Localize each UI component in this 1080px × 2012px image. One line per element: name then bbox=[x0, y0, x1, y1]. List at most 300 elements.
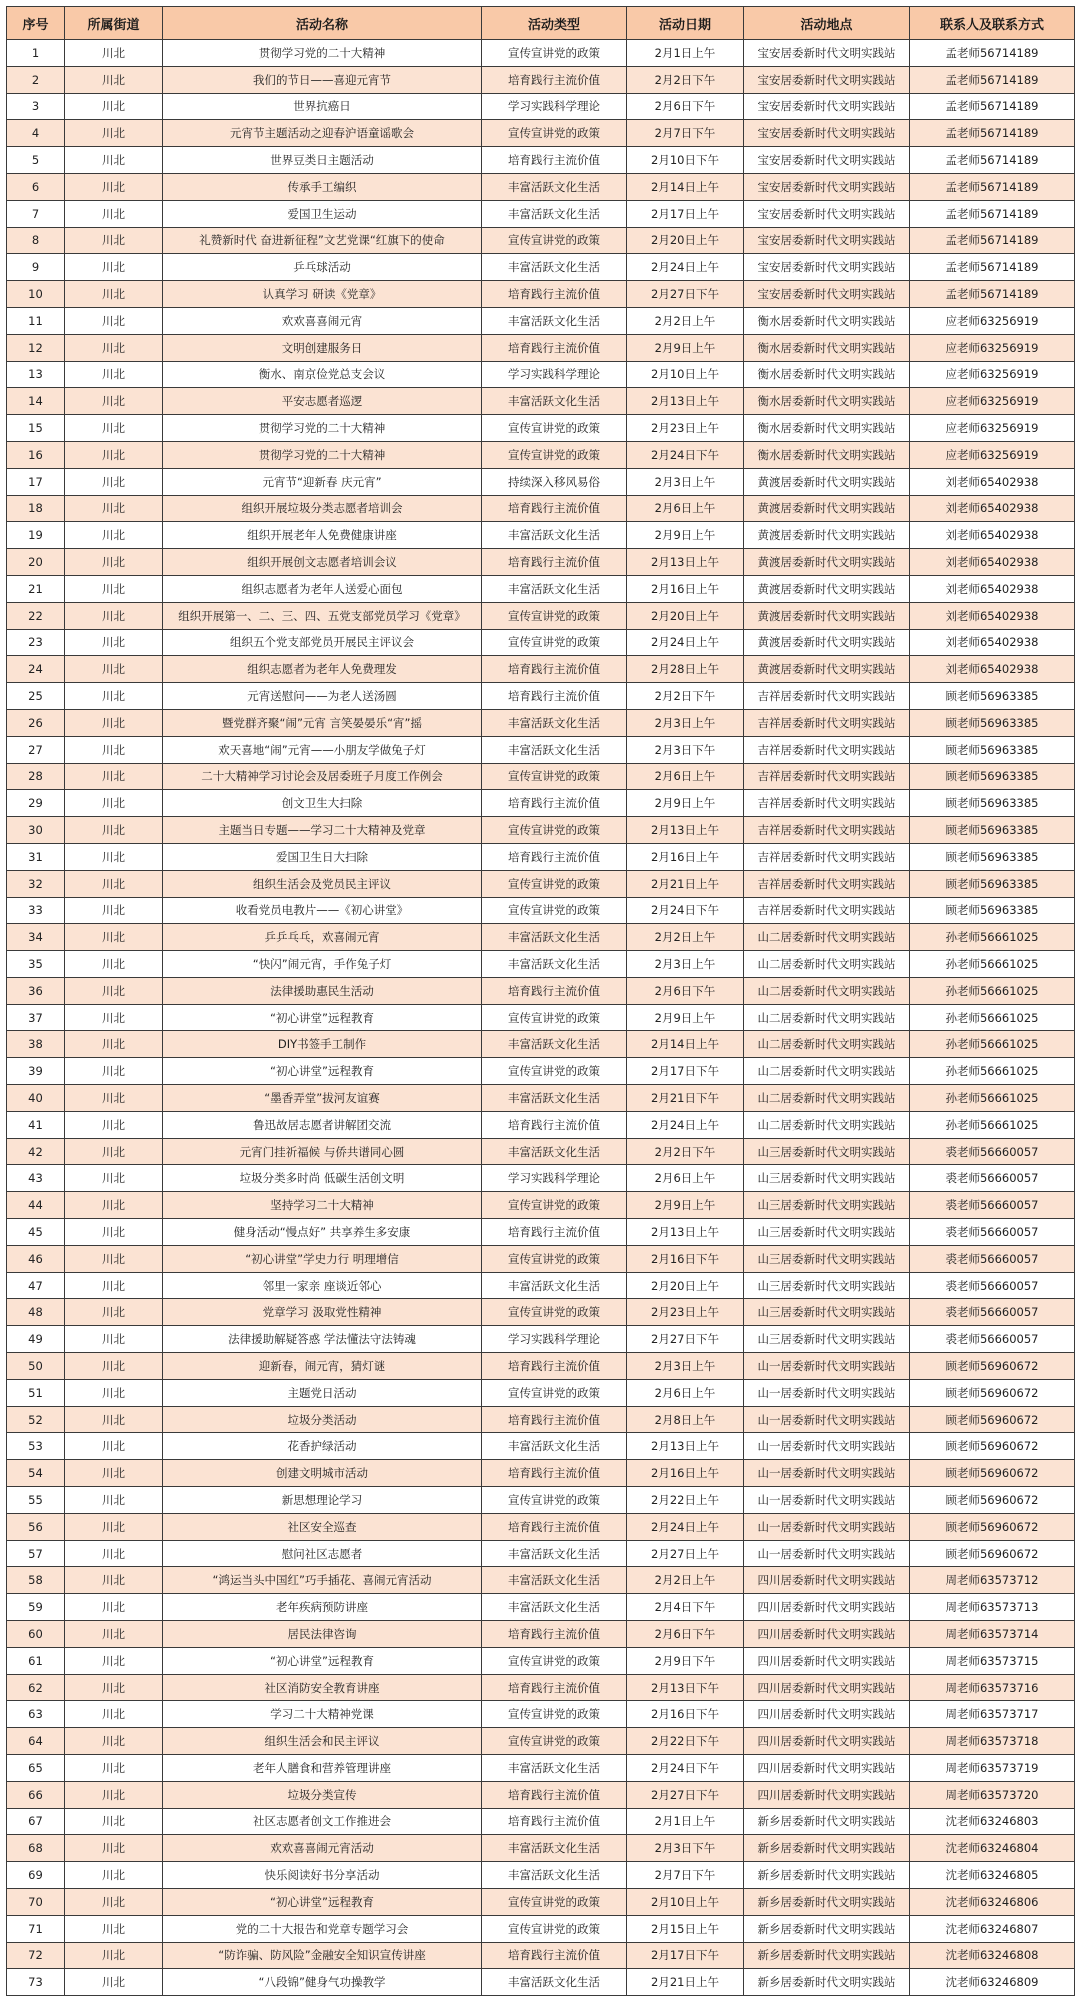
cell-activity-type: 培育践行主流价值 bbox=[482, 656, 627, 683]
cell-activity-location: 山一居委新时代文明实践站 bbox=[744, 1353, 910, 1380]
header-serial-number: 序号 bbox=[7, 7, 65, 40]
cell-contact: 孟老师56714189 bbox=[910, 254, 1075, 281]
cell-serial-number: 18 bbox=[7, 495, 65, 522]
cell-activity-type: 宣传宣讲党的政策 bbox=[482, 1004, 627, 1031]
table-row bbox=[7, 870, 1075, 897]
table-row bbox=[7, 415, 1075, 442]
cell-activity-type: 持续深入移风易俗 bbox=[482, 468, 627, 495]
table-row bbox=[7, 817, 1075, 844]
cell-activity-date: 2月24日上午 bbox=[627, 254, 744, 281]
cell-activity-type: 丰富活跃文化生活 bbox=[482, 1755, 627, 1782]
cell-contact: 刘老师65402938 bbox=[910, 522, 1075, 549]
cell-activity-location: 四川居委新时代文明实践站 bbox=[744, 1674, 910, 1701]
cell-activity-name: 社区志愿者创文工作推进会 bbox=[163, 1808, 482, 1835]
cell-activity-location: 山一居委新时代文明实践站 bbox=[744, 1433, 910, 1460]
cell-street: 川北 bbox=[65, 1594, 163, 1621]
cell-activity-date: 2月13日上午 bbox=[627, 388, 744, 415]
cell-activity-date: 2月6日上午 bbox=[627, 495, 744, 522]
cell-activity-date: 2月17日下午 bbox=[627, 1058, 744, 1085]
cell-activity-type: 宣传宣讲党的政策 bbox=[482, 120, 627, 147]
cell-serial-number: 51 bbox=[7, 1379, 65, 1406]
cell-activity-location: 山三居委新时代文明实践站 bbox=[744, 1165, 910, 1192]
cell-serial-number: 46 bbox=[7, 1245, 65, 1272]
cell-serial-number: 40 bbox=[7, 1085, 65, 1112]
cell-activity-date: 2月14日上午 bbox=[627, 173, 744, 200]
cell-activity-date: 2月20日上午 bbox=[627, 1272, 744, 1299]
cell-activity-name: 欢欢喜喜闹元宵 bbox=[163, 307, 482, 334]
cell-activity-date: 2月23日上午 bbox=[627, 1299, 744, 1326]
cell-street: 川北 bbox=[65, 1808, 163, 1835]
cell-activity-name: 组织开展创文志愿者培训会议 bbox=[163, 549, 482, 576]
cell-activity-name: 收看党员电教片——《初心讲堂》 bbox=[163, 897, 482, 924]
cell-contact: 周老师63573713 bbox=[910, 1594, 1075, 1621]
cell-activity-date: 2月13日下午 bbox=[627, 1674, 744, 1701]
cell-activity-location: 宝安居委新时代文明实践站 bbox=[744, 173, 910, 200]
cell-activity-type: 宣传宣讲党的政策 bbox=[482, 1728, 627, 1755]
cell-serial-number: 20 bbox=[7, 549, 65, 576]
cell-activity-type: 丰富活跃文化生活 bbox=[482, 924, 627, 951]
cell-activity-location: 宝安居委新时代文明实践站 bbox=[744, 93, 910, 120]
table-row bbox=[7, 951, 1075, 978]
cell-activity-location: 吉祥居委新时代文明实践站 bbox=[744, 843, 910, 870]
cell-activity-name: 党的二十大报告和党章专题学习会 bbox=[163, 1915, 482, 1942]
cell-activity-date: 2月13日上午 bbox=[627, 549, 744, 576]
cell-street: 川北 bbox=[65, 575, 163, 602]
cell-activity-location: 四川居委新时代文明实践站 bbox=[744, 1567, 910, 1594]
cell-activity-type: 培育践行主流价值 bbox=[482, 1808, 627, 1835]
table-row bbox=[7, 1138, 1075, 1165]
cell-activity-name: 快乐阅读好书分享活动 bbox=[163, 1862, 482, 1889]
cell-activity-location: 山二居委新时代文明实践站 bbox=[744, 951, 910, 978]
cell-serial-number: 13 bbox=[7, 361, 65, 388]
cell-activity-date: 2月20日上午 bbox=[627, 227, 744, 254]
cell-activity-type: 丰富活跃文化生活 bbox=[482, 522, 627, 549]
cell-contact: 周老师63573720 bbox=[910, 1781, 1075, 1808]
cell-activity-name: 慰问社区志愿者 bbox=[163, 1540, 482, 1567]
cell-street: 川北 bbox=[65, 629, 163, 656]
cell-activity-type: 培育践行主流价值 bbox=[482, 66, 627, 93]
cell-contact: 刘老师65402938 bbox=[910, 656, 1075, 683]
cell-serial-number: 10 bbox=[7, 281, 65, 308]
table-row bbox=[7, 1701, 1075, 1728]
cell-activity-date: 2月3日上午 bbox=[627, 709, 744, 736]
cell-street: 川北 bbox=[65, 1835, 163, 1862]
cell-activity-location: 衡水居委新时代文明实践站 bbox=[744, 415, 910, 442]
cell-activity-location: 衡水居委新时代文明实践站 bbox=[744, 361, 910, 388]
cell-activity-type: 学习实践科学理论 bbox=[482, 1326, 627, 1353]
cell-street: 川北 bbox=[65, 977, 163, 1004]
cell-activity-name: 欢欢喜喜闹元宵活动 bbox=[163, 1835, 482, 1862]
cell-serial-number: 2 bbox=[7, 66, 65, 93]
table-row bbox=[7, 388, 1075, 415]
cell-activity-name: 文明创建服务日 bbox=[163, 334, 482, 361]
cell-serial-number: 9 bbox=[7, 254, 65, 281]
table-row bbox=[7, 736, 1075, 763]
table-row bbox=[7, 1915, 1075, 1942]
header-activity-name: 活动名称 bbox=[163, 7, 482, 40]
cell-contact: 周老师63573719 bbox=[910, 1755, 1075, 1782]
cell-activity-name: 乒乒乓乓，欢喜闹元宵 bbox=[163, 924, 482, 951]
cell-serial-number: 17 bbox=[7, 468, 65, 495]
cell-activity-location: 宝安居委新时代文明实践站 bbox=[744, 40, 910, 67]
cell-serial-number: 7 bbox=[7, 200, 65, 227]
cell-serial-number: 65 bbox=[7, 1755, 65, 1782]
cell-activity-name: “墨香弄堂”拔河友谊赛 bbox=[163, 1085, 482, 1112]
cell-serial-number: 53 bbox=[7, 1433, 65, 1460]
table-row bbox=[7, 1272, 1075, 1299]
cell-serial-number: 45 bbox=[7, 1219, 65, 1246]
table-row bbox=[7, 1594, 1075, 1621]
cell-activity-location: 黄渡居委新时代文明实践站 bbox=[744, 468, 910, 495]
cell-activity-type: 丰富活跃文化生活 bbox=[482, 254, 627, 281]
cell-serial-number: 30 bbox=[7, 817, 65, 844]
table-row bbox=[7, 1728, 1075, 1755]
cell-street: 川北 bbox=[65, 1433, 163, 1460]
cell-street: 川北 bbox=[65, 1647, 163, 1674]
cell-street: 川北 bbox=[65, 736, 163, 763]
table-row bbox=[7, 120, 1075, 147]
cell-serial-number: 42 bbox=[7, 1138, 65, 1165]
cell-serial-number: 62 bbox=[7, 1674, 65, 1701]
cell-serial-number: 72 bbox=[7, 1942, 65, 1969]
cell-contact: 裘老师56660057 bbox=[910, 1326, 1075, 1353]
cell-activity-name: 邻里一家亲 座谈近邻心 bbox=[163, 1272, 482, 1299]
cell-activity-date: 2月7日下午 bbox=[627, 120, 744, 147]
cell-activity-type: 培育践行主流价值 bbox=[482, 1513, 627, 1540]
cell-activity-type: 丰富活跃文化生活 bbox=[482, 1567, 627, 1594]
cell-activity-location: 山二居委新时代文明实践站 bbox=[744, 924, 910, 951]
cell-activity-type: 宣传宣讲党的政策 bbox=[482, 870, 627, 897]
cell-activity-location: 吉祥居委新时代文明实践站 bbox=[744, 683, 910, 710]
cell-activity-type: 宣传宣讲党的政策 bbox=[482, 441, 627, 468]
cell-activity-name: 组织开展老年人免费健康讲座 bbox=[163, 522, 482, 549]
cell-activity-type: 培育践行主流价值 bbox=[482, 1353, 627, 1380]
cell-activity-location: 衡水居委新时代文明实践站 bbox=[744, 334, 910, 361]
cell-activity-date: 2月24日上午 bbox=[627, 1513, 744, 1540]
cell-activity-type: 宣传宣讲党的政策 bbox=[482, 1647, 627, 1674]
cell-activity-location: 新乡居委新时代文明实践站 bbox=[744, 1862, 910, 1889]
cell-activity-name: 元宵门挂祈福候 与侨共谱同心圆 bbox=[163, 1138, 482, 1165]
cell-serial-number: 15 bbox=[7, 415, 65, 442]
cell-street: 川北 bbox=[65, 281, 163, 308]
table-row bbox=[7, 1567, 1075, 1594]
cell-contact: 孙老师56661025 bbox=[910, 1031, 1075, 1058]
cell-activity-type: 宣传宣讲党的政策 bbox=[482, 1379, 627, 1406]
cell-activity-date: 2月28日上午 bbox=[627, 656, 744, 683]
header-activity-date: 活动日期 bbox=[627, 7, 744, 40]
cell-street: 川北 bbox=[65, 334, 163, 361]
cell-activity-type: 宣传宣讲党的政策 bbox=[482, 602, 627, 629]
cell-activity-type: 学习实践科学理论 bbox=[482, 361, 627, 388]
table-row bbox=[7, 1674, 1075, 1701]
cell-activity-location: 宝安居委新时代文明实践站 bbox=[744, 120, 910, 147]
cell-activity-type: 培育践行主流价值 bbox=[482, 1219, 627, 1246]
cell-street: 川北 bbox=[65, 1192, 163, 1219]
cell-activity-date: 2月22日下午 bbox=[627, 1728, 744, 1755]
cell-contact: 周老师63573717 bbox=[910, 1701, 1075, 1728]
table-row bbox=[7, 281, 1075, 308]
cell-activity-date: 2月6日上午 bbox=[627, 1165, 744, 1192]
cell-activity-location: 宝安居委新时代文明实践站 bbox=[744, 200, 910, 227]
cell-activity-date: 2月1日上午 bbox=[627, 40, 744, 67]
cell-activity-type: 丰富活跃文化生活 bbox=[482, 173, 627, 200]
cell-serial-number: 47 bbox=[7, 1272, 65, 1299]
cell-serial-number: 66 bbox=[7, 1781, 65, 1808]
cell-contact: 沈老师63246809 bbox=[910, 1969, 1075, 1996]
table-row bbox=[7, 200, 1075, 227]
cell-activity-date: 2月2日下午 bbox=[627, 1138, 744, 1165]
cell-activity-location: 山三居委新时代文明实践站 bbox=[744, 1138, 910, 1165]
cell-activity-name: 垃圾分类多时尚 低碳生活创文明 bbox=[163, 1165, 482, 1192]
cell-activity-name: 法律援助解疑答惑 学法懂法守法铸魂 bbox=[163, 1326, 482, 1353]
cell-activity-name: 创建文明城市活动 bbox=[163, 1460, 482, 1487]
cell-activity-name: 世界豆类日主题活动 bbox=[163, 147, 482, 174]
cell-contact: 孟老师56714189 bbox=[910, 40, 1075, 67]
cell-activity-date: 2月22日上午 bbox=[627, 1487, 744, 1514]
cell-street: 川北 bbox=[65, 40, 163, 67]
cell-activity-name: 组织生活会和民主评议 bbox=[163, 1728, 482, 1755]
cell-activity-name: 认真学习 研读《党章》 bbox=[163, 281, 482, 308]
cell-contact: 沈老师63246804 bbox=[910, 1835, 1075, 1862]
cell-serial-number: 12 bbox=[7, 334, 65, 361]
cell-street: 川北 bbox=[65, 173, 163, 200]
cell-activity-date: 2月1日上午 bbox=[627, 1808, 744, 1835]
cell-activity-name: 社区消防安全教育讲座 bbox=[163, 1674, 482, 1701]
cell-activity-type: 培育践行主流价值 bbox=[482, 1621, 627, 1648]
cell-street: 川北 bbox=[65, 709, 163, 736]
cell-street: 川北 bbox=[65, 1272, 163, 1299]
cell-activity-date: 2月7日下午 bbox=[627, 1862, 744, 1889]
table-row bbox=[7, 602, 1075, 629]
table-row bbox=[7, 40, 1075, 67]
cell-contact: 孟老师56714189 bbox=[910, 66, 1075, 93]
cell-activity-location: 黄渡居委新时代文明实践站 bbox=[744, 549, 910, 576]
cell-activity-date: 2月16日上午 bbox=[627, 843, 744, 870]
table-row bbox=[7, 709, 1075, 736]
cell-activity-type: 培育践行主流价值 bbox=[482, 1674, 627, 1701]
cell-activity-location: 衡水居委新时代文明实践站 bbox=[744, 441, 910, 468]
cell-activity-location: 新乡居委新时代文明实践站 bbox=[744, 1969, 910, 1996]
cell-contact: 刘老师65402938 bbox=[910, 602, 1075, 629]
table-row bbox=[7, 441, 1075, 468]
cell-street: 川北 bbox=[65, 817, 163, 844]
table-row bbox=[7, 1058, 1075, 1085]
cell-activity-type: 宣传宣讲党的政策 bbox=[482, 1888, 627, 1915]
cell-activity-name: 贯彻学习党的二十大精神 bbox=[163, 441, 482, 468]
cell-serial-number: 49 bbox=[7, 1326, 65, 1353]
table-body bbox=[7, 40, 1075, 1996]
activity-table bbox=[6, 6, 1075, 1996]
cell-street: 川北 bbox=[65, 843, 163, 870]
cell-activity-name: 老年人膳食和营养管理讲座 bbox=[163, 1755, 482, 1782]
cell-activity-date: 2月9日上午 bbox=[627, 334, 744, 361]
cell-activity-name: 健身活动“慢点好” 共享养生多安康 bbox=[163, 1219, 482, 1246]
cell-contact: 周老师63573715 bbox=[910, 1647, 1075, 1674]
cell-street: 川北 bbox=[65, 1755, 163, 1782]
cell-serial-number: 35 bbox=[7, 951, 65, 978]
cell-street: 川北 bbox=[65, 1567, 163, 1594]
cell-activity-location: 山一居委新时代文明实践站 bbox=[744, 1487, 910, 1514]
cell-street: 川北 bbox=[65, 307, 163, 334]
cell-activity-location: 山一居委新时代文明实践站 bbox=[744, 1406, 910, 1433]
table-row bbox=[7, 1004, 1075, 1031]
table-row bbox=[7, 1487, 1075, 1514]
cell-activity-name: 组织五个党支部党员开展民主评议会 bbox=[163, 629, 482, 656]
cell-street: 川北 bbox=[65, 1942, 163, 1969]
cell-activity-name: 礼赞新时代 奋进新征程”文艺党课“红旗下的使命 bbox=[163, 227, 482, 254]
cell-serial-number: 52 bbox=[7, 1406, 65, 1433]
cell-street: 川北 bbox=[65, 522, 163, 549]
cell-serial-number: 27 bbox=[7, 736, 65, 763]
table-row bbox=[7, 254, 1075, 281]
cell-activity-type: 培育践行主流价值 bbox=[482, 549, 627, 576]
cell-activity-date: 2月9日上午 bbox=[627, 790, 744, 817]
table-row bbox=[7, 1245, 1075, 1272]
cell-activity-location: 吉祥居委新时代文明实践站 bbox=[744, 897, 910, 924]
cell-contact: 孙老师56661025 bbox=[910, 1058, 1075, 1085]
cell-activity-type: 宣传宣讲党的政策 bbox=[482, 1701, 627, 1728]
cell-serial-number: 34 bbox=[7, 924, 65, 951]
cell-activity-type: 培育践行主流价值 bbox=[482, 495, 627, 522]
cell-serial-number: 70 bbox=[7, 1888, 65, 1915]
cell-activity-name: 主题党日活动 bbox=[163, 1379, 482, 1406]
cell-activity-date: 2月15日上午 bbox=[627, 1915, 744, 1942]
table-row bbox=[7, 683, 1075, 710]
cell-activity-name: 组织志愿者为老年人免费理发 bbox=[163, 656, 482, 683]
cell-activity-location: 山一居委新时代文明实践站 bbox=[744, 1540, 910, 1567]
cell-activity-name: “初心讲堂”远程教育 bbox=[163, 1004, 482, 1031]
cell-street: 川北 bbox=[65, 1862, 163, 1889]
cell-activity-location: 新乡居委新时代文明实践站 bbox=[744, 1808, 910, 1835]
cell-activity-date: 2月6日下午 bbox=[627, 93, 744, 120]
cell-street: 川北 bbox=[65, 468, 163, 495]
cell-street: 川北 bbox=[65, 1540, 163, 1567]
cell-activity-type: 丰富活跃文化生活 bbox=[482, 1138, 627, 1165]
cell-contact: 应老师63256919 bbox=[910, 307, 1075, 334]
cell-activity-location: 山二居委新时代文明实践站 bbox=[744, 1111, 910, 1138]
cell-activity-type: 培育践行主流价值 bbox=[482, 790, 627, 817]
cell-activity-name: 党章学习 汲取党性精神 bbox=[163, 1299, 482, 1326]
cell-street: 川北 bbox=[65, 227, 163, 254]
cell-serial-number: 68 bbox=[7, 1835, 65, 1862]
cell-serial-number: 16 bbox=[7, 441, 65, 468]
cell-street: 川北 bbox=[65, 1085, 163, 1112]
cell-activity-location: 山一居委新时代文明实践站 bbox=[744, 1460, 910, 1487]
cell-activity-location: 山三居委新时代文明实践站 bbox=[744, 1272, 910, 1299]
cell-activity-location: 山一居委新时代文明实践站 bbox=[744, 1379, 910, 1406]
cell-activity-type: 宣传宣讲党的政策 bbox=[482, 1192, 627, 1219]
cell-serial-number: 23 bbox=[7, 629, 65, 656]
cell-street: 川北 bbox=[65, 415, 163, 442]
cell-contact: 周老师63573714 bbox=[910, 1621, 1075, 1648]
cell-activity-name: 组织志愿者为老年人送爱心面包 bbox=[163, 575, 482, 602]
cell-activity-location: 山二居委新时代文明实践站 bbox=[744, 1031, 910, 1058]
cell-activity-date: 2月24日下午 bbox=[627, 1755, 744, 1782]
cell-activity-name: 创文卫生大扫除 bbox=[163, 790, 482, 817]
cell-serial-number: 71 bbox=[7, 1915, 65, 1942]
table-row bbox=[7, 924, 1075, 951]
cell-activity-date: 2月3日上午 bbox=[627, 468, 744, 495]
cell-street: 川北 bbox=[65, 1111, 163, 1138]
cell-activity-date: 2月6日上午 bbox=[627, 1379, 744, 1406]
cell-activity-location: 吉祥居委新时代文明实践站 bbox=[744, 790, 910, 817]
cell-serial-number: 44 bbox=[7, 1192, 65, 1219]
cell-activity-name: 传承手工编织 bbox=[163, 173, 482, 200]
cell-activity-date: 2月10日上午 bbox=[627, 1888, 744, 1915]
cell-serial-number: 61 bbox=[7, 1647, 65, 1674]
cell-activity-date: 2月9日上午 bbox=[627, 1192, 744, 1219]
cell-activity-date: 2月24日上午 bbox=[627, 629, 744, 656]
cell-street: 川北 bbox=[65, 763, 163, 790]
cell-activity-type: 丰富活跃文化生活 bbox=[482, 388, 627, 415]
cell-activity-type: 丰富活跃文化生活 bbox=[482, 1031, 627, 1058]
cell-activity-name: 老年疾病预防讲座 bbox=[163, 1594, 482, 1621]
table-row bbox=[7, 1353, 1075, 1380]
cell-activity-type: 丰富活跃文化生活 bbox=[482, 1272, 627, 1299]
cell-serial-number: 58 bbox=[7, 1567, 65, 1594]
cell-activity-type: 学习实践科学理论 bbox=[482, 93, 627, 120]
cell-serial-number: 56 bbox=[7, 1513, 65, 1540]
cell-activity-location: 宝安居委新时代文明实践站 bbox=[744, 147, 910, 174]
table-row bbox=[7, 1165, 1075, 1192]
cell-street: 川北 bbox=[65, 147, 163, 174]
cell-contact: 顾老师56963385 bbox=[910, 736, 1075, 763]
table-row bbox=[7, 1085, 1075, 1112]
table-row bbox=[7, 173, 1075, 200]
cell-serial-number: 38 bbox=[7, 1031, 65, 1058]
cell-contact: 顾老师56963385 bbox=[910, 709, 1075, 736]
cell-contact: 顾老师56960672 bbox=[910, 1353, 1075, 1380]
cell-contact: 裘老师56660057 bbox=[910, 1165, 1075, 1192]
cell-activity-type: 丰富活跃文化生活 bbox=[482, 200, 627, 227]
cell-activity-type: 培育践行主流价值 bbox=[482, 683, 627, 710]
cell-contact: 顾老师56960672 bbox=[910, 1513, 1075, 1540]
cell-street: 川北 bbox=[65, 388, 163, 415]
cell-activity-location: 山三居委新时代文明实践站 bbox=[744, 1299, 910, 1326]
cell-contact: 孟老师56714189 bbox=[910, 281, 1075, 308]
table-row bbox=[7, 1111, 1075, 1138]
cell-activity-name: 社区安全巡查 bbox=[163, 1513, 482, 1540]
cell-contact: 顾老师56963385 bbox=[910, 683, 1075, 710]
cell-activity-name: 元宵节“迎新春 庆元宵” bbox=[163, 468, 482, 495]
cell-serial-number: 24 bbox=[7, 656, 65, 683]
cell-activity-type: 丰富活跃文化生活 bbox=[482, 1433, 627, 1460]
cell-activity-name: “防诈骗、防风险”金融安全知识宣传讲座 bbox=[163, 1942, 482, 1969]
cell-contact: 顾老师56963385 bbox=[910, 817, 1075, 844]
cell-serial-number: 21 bbox=[7, 575, 65, 602]
cell-street: 川北 bbox=[65, 1379, 163, 1406]
cell-activity-type: 宣传宣讲党的政策 bbox=[482, 897, 627, 924]
cell-activity-date: 2月2日下午 bbox=[627, 683, 744, 710]
cell-activity-date: 2月3日上午 bbox=[627, 951, 744, 978]
cell-activity-date: 2月27日上午 bbox=[627, 1540, 744, 1567]
cell-activity-name: 学习二十大精神党课 bbox=[163, 1701, 482, 1728]
cell-activity-date: 2月21日上午 bbox=[627, 870, 744, 897]
cell-activity-date: 2月16日上午 bbox=[627, 575, 744, 602]
cell-activity-date: 2月24日上午 bbox=[627, 1111, 744, 1138]
cell-contact: 沈老师63246805 bbox=[910, 1862, 1075, 1889]
cell-serial-number: 39 bbox=[7, 1058, 65, 1085]
cell-activity-type: 培育践行主流价值 bbox=[482, 1406, 627, 1433]
cell-serial-number: 4 bbox=[7, 120, 65, 147]
cell-serial-number: 6 bbox=[7, 173, 65, 200]
cell-activity-location: 新乡居委新时代文明实践站 bbox=[744, 1942, 910, 1969]
activity-schedule-sheet bbox=[6, 6, 1074, 1996]
cell-street: 川北 bbox=[65, 951, 163, 978]
cell-activity-type: 丰富活跃文化生活 bbox=[482, 307, 627, 334]
cell-contact: 顾老师56960672 bbox=[910, 1487, 1075, 1514]
table-row bbox=[7, 977, 1075, 1004]
